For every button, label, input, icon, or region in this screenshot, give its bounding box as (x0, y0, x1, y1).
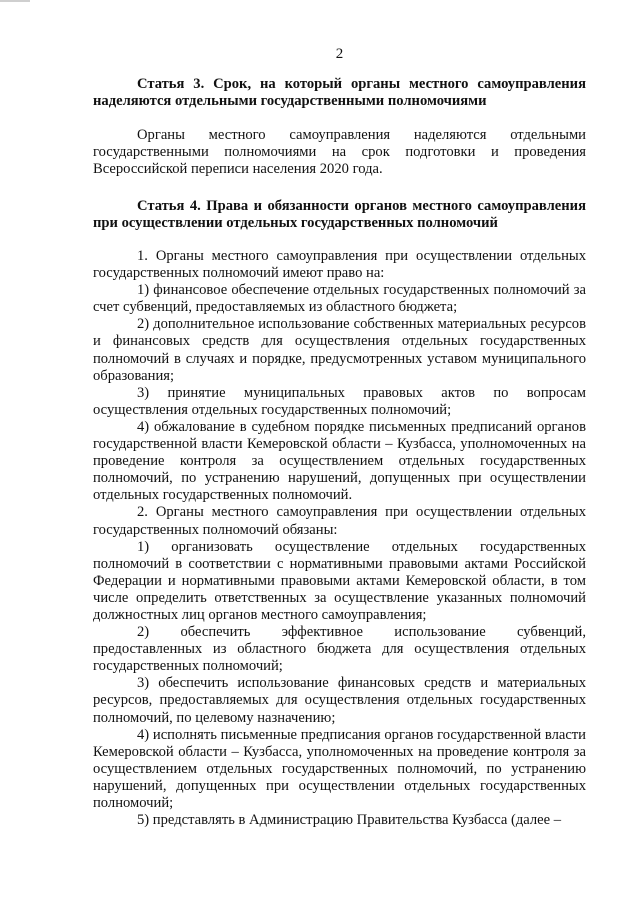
article-4-paragraph: 3) принятие муниципальных правовых актов по вопросам осуществления отдельных государственных полномочий; (93, 384, 586, 418)
article-4-body (93, 248, 586, 829)
article-4-paragraph: 5) представлять в Администрацию Правительства Кузбасса (далее – (137, 812, 562, 829)
article-4-paragraph: 1. Органы местного самоуправления при осуществлении отдельных государственных полномочий имеют право на: (93, 248, 586, 282)
article-4-paragraph: 2) дополнительное использование собственных материальных ресурсов и финансовых средств для осуществления отдельных государственных полномочий в случаях и порядке, предусмотренных уставом муниципального образования; (93, 316, 586, 384)
scan-edge-mark (0, 0, 30, 2)
article-3-body (93, 127, 586, 178)
article-4-paragraph: 2. Органы местного самоуправления при осуществлении отдельных государственных полномочий обязаны: (93, 504, 586, 538)
article-4-paragraph: 4) обжалование в судебном порядке письменных предписаний органов государственной власти Кемеровской области – Кузбасса, уполномоченных на проведение контроля за осуществлением отдельных государственных полномочий, по устранению нарушений, допущенных при осуществлении отдельных государственных полномочий. (93, 418, 586, 504)
article-4-paragraph: 1) организовать осуществление отдельных государственных полномочий в соответствии с нормативными правовыми актами Российской Федерации и нормативными правовыми актами Кемеровской области, в том числе определить ответственных за осуществление указанных полномочий должностных лиц органов местного самоуправления; (93, 538, 586, 623)
article-3-heading: Статья 3. Срок, на который органы местного самоуправления наделяются отдельными государственными полномочиями (93, 76, 586, 109)
document-page (93, 0, 586, 905)
article-3-paragraph-1: Органы местного самоуправления наделяются отдельными государственными полномочиями на срок подготовки и проведения Всероссийской переписи населения 2020 года. (93, 127, 586, 178)
article-4-paragraph: 4) исполнять письменные предписания органов государственной власти Кемеровской области – Кузбасса, уполномоченных на проведение контроля за осуществлением отдельных государственных полномочий, по устранению нарушений, допущенных при осуществлении отдельных государственных полномочий; (93, 726, 586, 811)
article-4-paragraph: 3) обеспечить использование финансовых средств и материальных ресурсов, предоставляемых для осуществления отдельных государственных полномочий, по целевому назначению; (93, 675, 586, 726)
article-4-paragraph: 1) финансовое обеспечение отдельных государственных полномочий за счет субвенций, предоставляемых из областного бюджета; (93, 282, 586, 316)
article-4-paragraph: 2) обеспечить эффективное использование субвенций, предоставленных из областного бюджета для осуществления отдельных государственных полномочий; (93, 624, 586, 675)
page-number: 2 (335, 46, 344, 62)
article-4-heading: Статья 4. Права и обязанности органов местного самоуправления при осуществлении отдельных государственных полномочий (93, 198, 586, 231)
